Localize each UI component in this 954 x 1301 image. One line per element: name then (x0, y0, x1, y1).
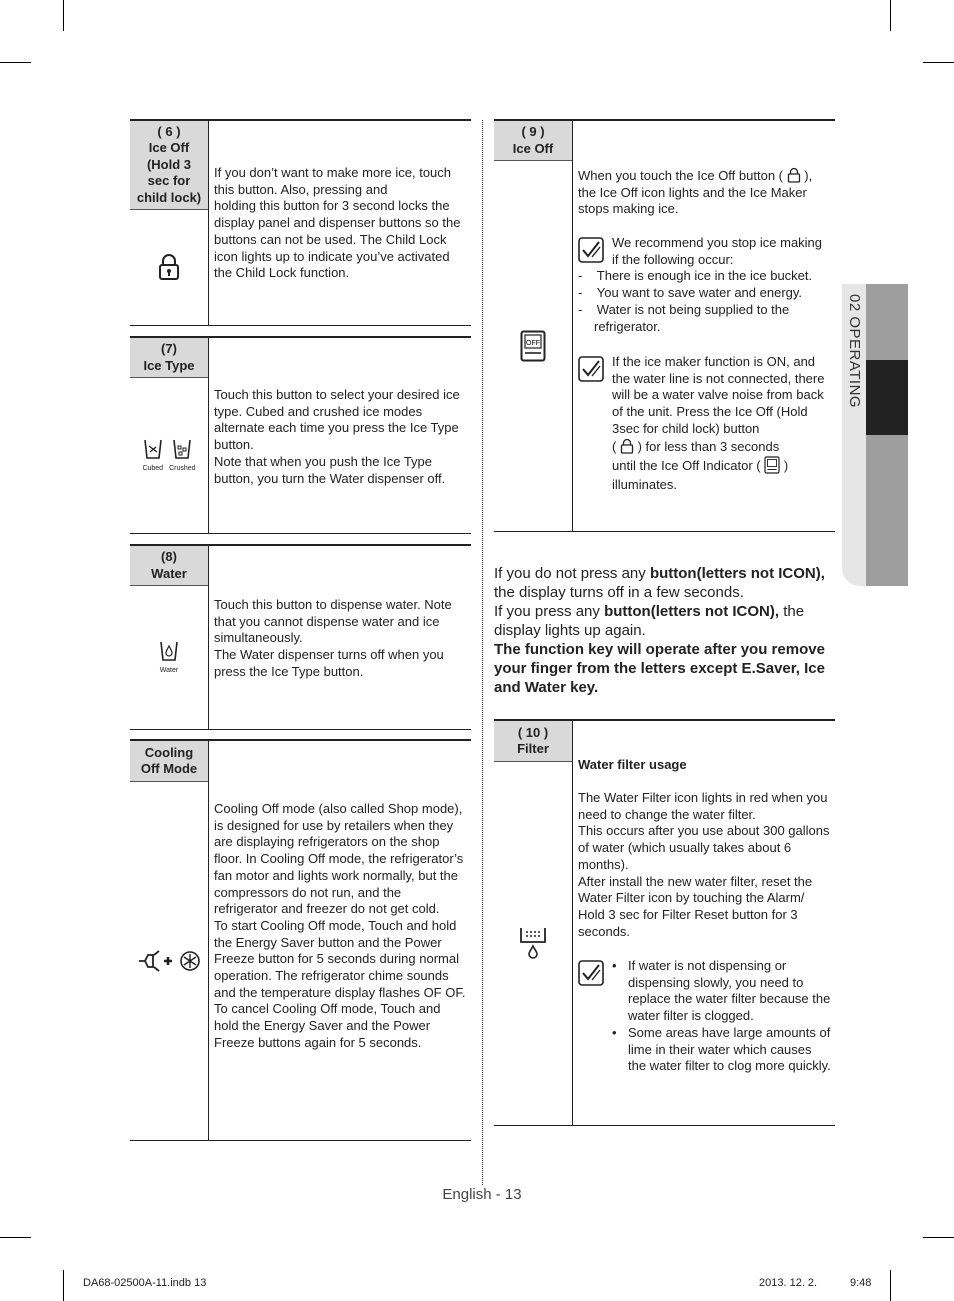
intro-text: When you touch the Ice Off button ( (578, 168, 783, 183)
lock-icon (787, 167, 801, 183)
table-description: The Water Filter icon lights in red when you need to change the water filter. This occurs after you use about 300 gallons of water (which usually takes about 6 months). After install the new water filter, reset the Water Filter icon by touching the Alarm/ Hold 3 sec for Filter Reset button for 3 seconds. (578, 790, 830, 939)
table-header: ( 6 ) Ice Off (Hold 3 sec for child lock) (130, 121, 208, 210)
cubed-label: Cubed (142, 465, 164, 472)
water-label: Water (159, 667, 179, 674)
list-item: • If water is not dispensing or dispensing slowly, you need to replace the water filter because the water filter is clogged. (612, 958, 831, 1025)
crop-mark (923, 62, 954, 63)
note-icon (578, 356, 604, 382)
page-number: English - 13 (442, 1186, 522, 1203)
paragraph-text: the display turns off in a few seconds. (494, 584, 744, 601)
water-table (130, 544, 471, 730)
ice-off-intro (578, 167, 831, 218)
ice-off-table (494, 119, 835, 532)
energy-saver-plus-power-freeze-icon (130, 781, 208, 1140)
side-tab-band (866, 284, 908, 586)
crop-mark (0, 62, 31, 63)
crop-mark (0, 1237, 31, 1238)
crushed-label: Crushed (169, 465, 196, 472)
cooling-off-mode-table (130, 739, 471, 1141)
lock-icon (130, 209, 208, 325)
crop-mark (890, 1270, 891, 1301)
paragraph-text: the (779, 603, 805, 620)
table-description: Touch this button to select your desired ice type. Cubed and crushed ice modes alternate each time you press the Ice Type button. Note that when you push the Ice Type button, you turn the Water dispenser off. (214, 387, 460, 486)
note-block (578, 235, 831, 335)
footer-file: DA68-02500A-11.indb 13 (83, 1277, 207, 1289)
side-tab-active (866, 360, 908, 435)
ice-type-icon (130, 377, 208, 533)
table-description: Touch this button to dispense water. Note that you cannot dispense water and ice simultaneously. The Water dispenser turns off when you press the Ice Type button. (214, 597, 452, 679)
column-divider (482, 120, 483, 1185)
paragraph-text: If you press any (494, 603, 605, 620)
lock-icon (620, 438, 634, 454)
crop-mark (63, 0, 64, 31)
note-text: illuminates. (612, 477, 678, 493)
ice-off-icon (494, 160, 572, 531)
note-text: ( (612, 438, 617, 454)
table-description: If you don’t want to make more ice, touch this button. Also, pressing and holding this button for 3 second locks the display panel and dispenser buttons so the buttons can not be used. The Child Lock icon lights up to indicate you’ve activated the Child Lock function. (214, 165, 461, 281)
filter-title: Water filter usage (578, 757, 687, 772)
display-info-paragraph (494, 564, 839, 697)
note-text: ) (783, 458, 789, 474)
paragraph-bold: The function key will operate after you remove your finger from the letters except E.Saver, Ice and Water key. (494, 641, 825, 696)
ice-off-icon-text: OFF (526, 339, 540, 347)
filter-table (494, 719, 835, 1126)
list-item: - There is enough ice in the ice bucket. (578, 268, 813, 284)
note-block (578, 958, 831, 1075)
intro-text: ), (804, 168, 813, 183)
ice-type-table (130, 336, 471, 534)
note-icon (578, 237, 604, 263)
list-item: - Water is not being supplied to the refrigerator. (578, 301, 790, 334)
table-header: (8) Water (130, 546, 208, 586)
table-header: Cooling Off Mode (130, 741, 208, 782)
note-block (578, 354, 831, 494)
note-text: We recommend you stop ice making if the following occur: (612, 235, 823, 267)
ice-off-child-lock-table (130, 119, 471, 326)
note-text: ) for less than 3 seconds (637, 438, 780, 454)
crop-mark (923, 1237, 954, 1238)
crop-mark (890, 0, 891, 31)
list-item: • Some areas have large amounts of lime in their water which causes the water filter to clog more quickly. (612, 1025, 831, 1075)
footer-time: 9:48 (850, 1277, 872, 1289)
note-text: If the ice maker function is ON, and the water line is not connected, there will be a water valve noise from back of the unit. Press the Ice Off (Hold 3sec for child lock) button (612, 354, 825, 436)
water-filter-icon (494, 761, 572, 1125)
table-description: Cooling Off mode (also called Shop mode), is designed for use by retailers when they are displaying refrigerators on the shop floor. In Cooling Off mode, the refrigerator’s fan motor and lights work normally, but the compressors do not run, and the refrigerator and freezer do not get cold. To start Cooling Off mode, Touch and hold the Energy Saver button and the Power Freeze button for 5 seconds during normal operation. The refrigerator chime sounds and the temperature display flashes OF OF. To cancel Cooling Off mode, Touch and hold the Energy Saver and the Power Freeze buttons again for 5 seconds. (214, 801, 466, 1050)
footer-date: 2013. 12. 2. (759, 1277, 818, 1289)
table-header: ( 10 ) Filter (494, 721, 572, 762)
note-text: until the Ice Off Indicator ( (612, 458, 761, 474)
table-header: ( 9 ) Ice Off (494, 121, 572, 161)
note-icon (578, 960, 604, 986)
ice-off-indicator-icon (764, 456, 780, 474)
section-tab-label: 02 OPERATING (846, 294, 863, 409)
intro-text: the Ice Off icon lights and the Ice Maker stops making ice. (578, 184, 807, 217)
table-header: (7) Ice Type (130, 338, 208, 378)
water-icon (130, 585, 208, 729)
paragraph-bold: button(letters not ICON), (604, 603, 780, 620)
paragraph-text: If you do not press any (494, 565, 650, 582)
list-item: - You want to save water and energy. (578, 285, 803, 301)
crop-mark (63, 1270, 64, 1301)
paragraph-text: display lights up again. (494, 622, 646, 639)
side-tab-label-wrap (845, 290, 865, 430)
paragraph-bold: button(letters not ICON), (649, 565, 825, 582)
